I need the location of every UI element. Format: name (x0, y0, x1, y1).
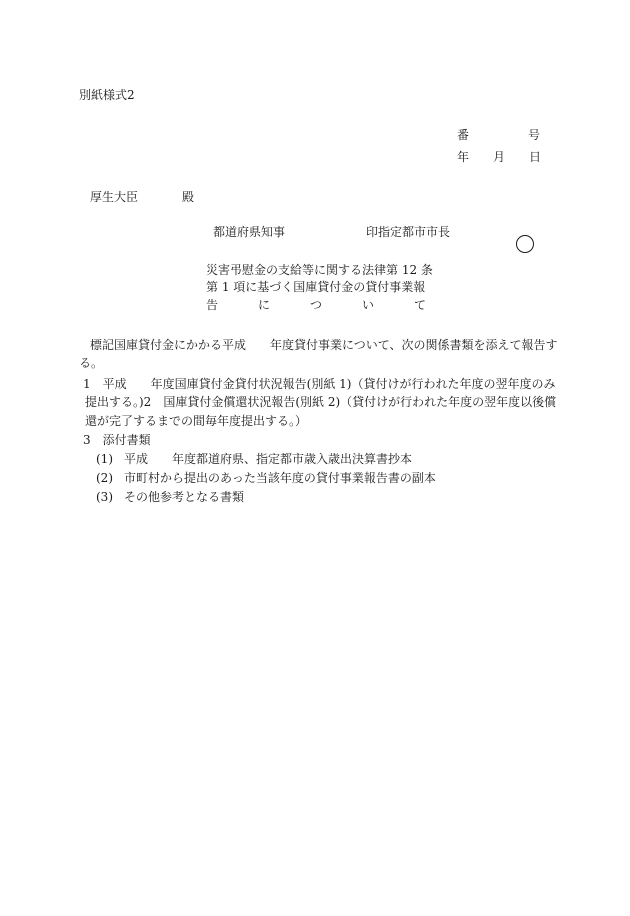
attachment-item (96, 471, 436, 485)
title-char: て (413, 298, 426, 312)
attachment-number: (3) (96, 490, 113, 504)
sender-governor: 都道府県知事 (213, 225, 286, 239)
date-day-label: 日 (529, 150, 542, 164)
date-month-label: 月 (493, 150, 506, 164)
attachment-number: (2) (96, 471, 113, 485)
number-suffix: 号 (528, 128, 541, 142)
sender-mayor: 印指定都市市長 (366, 225, 451, 239)
list-item-1-line-1: 1 平成 年度国庫貸付金貸付状況報告(別紙 1)（貸付けが行われた年度の翌年度のみ (83, 377, 556, 391)
attachment-item (96, 490, 244, 504)
body-paragraph: 標記国庫貸付金にかかる平成 年度貸付事業について、次の関係書類を添えて報告す (90, 338, 558, 352)
attachment-text: 市町村から提出のあった当該年度の貸付事業報告書の副本 (124, 471, 436, 485)
number-label: 番 (457, 128, 470, 142)
form-identifier: 別紙様式2 (79, 88, 135, 102)
attachment-text: その他参考となる書類 (124, 490, 245, 504)
list-item-1-line-3: 還が完了するまでの間毎年度提出する。） (85, 414, 308, 428)
seal-circle-icon (516, 235, 534, 253)
title-char: に (257, 298, 270, 312)
document-title-line-1: 災害弔慰金の支給等に関する法律第 12 条 (206, 263, 433, 277)
attachment-item (96, 452, 412, 466)
document-title-line-2: 第 1 項に基づく国庫貸付金の貸付事業報 (206, 280, 426, 294)
addressee-honorific: 殿 (182, 190, 195, 204)
attachment-text: 平成 年度都道府県、指定都市歳入歳出決算書抄本 (124, 452, 413, 466)
date-year-label: 年 (457, 150, 470, 164)
list-item-3-heading: 3 添付書類 (83, 433, 151, 447)
list-item-1-line-2: 提出する。)2 国庫貸付金償還状況報告(別紙 2)（貸付けが行われた年度の翌年度以後償 (85, 395, 557, 409)
title-char: い (361, 298, 374, 312)
body-paragraph-continued: る。 (79, 356, 104, 370)
document-title-line-3 (206, 298, 426, 312)
title-char: 告 (206, 298, 219, 312)
attachment-number: (1) (96, 452, 113, 466)
title-char: つ (309, 298, 322, 312)
addressee-name: 厚生大臣 (90, 190, 139, 204)
